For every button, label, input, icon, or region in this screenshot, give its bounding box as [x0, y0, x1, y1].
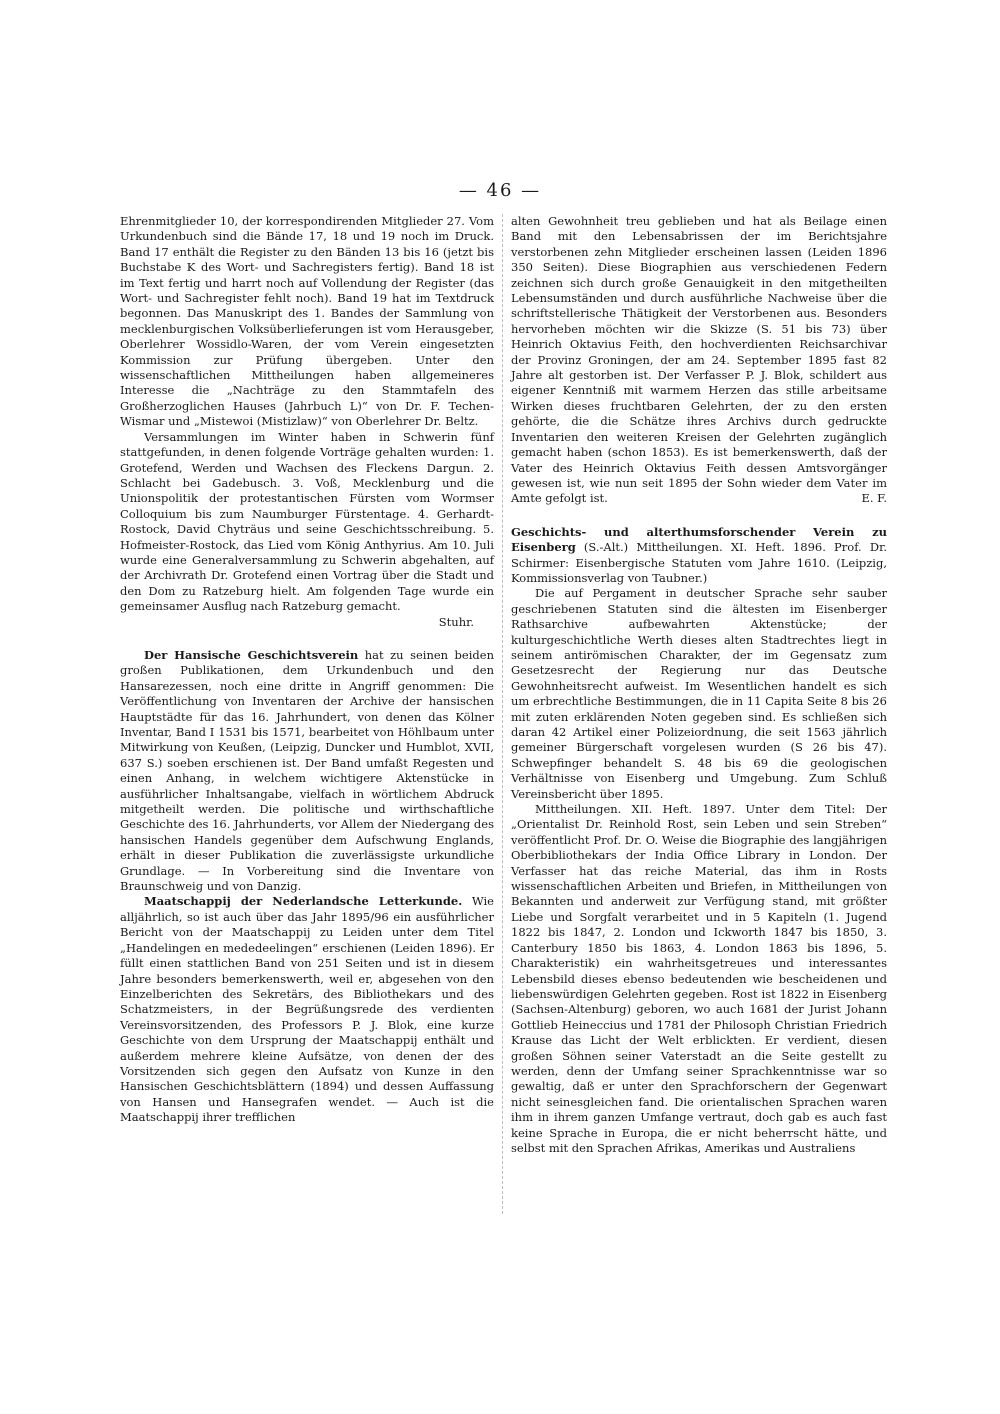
section-maatschappij: [120, 894, 494, 1125]
paragraph: Mittheilungen. XII. Heft. 1897. Unter dem Titel: Der „Orientalist Dr. Reinhold Rost, sein Leben und sein Streben“ veröffentlicht Prof. Dr. O. Weise die Biographie des langjährigen Oberbibliothekars der India Office Library in London. Der Verfasser hat das reiche Material, das ihm in Rosts wissenschaftlichen Arbeiten und Briefen, in Mittheilungen von Bekannten und anderweit zur Verfügung stand, mit größter Liebe und Sorgfalt verarbeitet und in 5 Kapiteln (1. Jugend 1822 bis 1847, 2. London und Ickworth 1847 bis 1850, 3. Canterbury 1850 bis 1863, 4. London 1863 bis 1896, 5. Charakteristik) ein wahrheitsgetreues und interessantes Lebensbild dieses ebenso bedeutenden wie bescheidenen und liebenswürdigen Gelehrten gegeben. Rost ist 1822 in Eisenberg (Sachsen-Altenburg) geboren, wo auch 1681 der Jurist Johann Gottlieb Heineccius und 1781 der Philosoph Christian Friedrich Krause das Licht der Welt erblickten. Er verdient, diesen großen Söhnen seiner Vaterstadt an die Seite gestellt zu werden, denn der Umfang seiner Sprachkenntnisse war so gewaltig, daß er unter den Sprachforschern der Gegenwart nicht seinesgleichen fand. Die orientalischen Sprachen waren ihm in ihrem ganzen Umfange vertraut, doch gab es auch fast keine Sprache in Europa, die er nicht beherrscht hätte, und selbst mit den Sprachen Afrikas, Amerikas und Australiens: [511, 802, 887, 1155]
paragraph-text: alten Gewohnheit treu geblieben und hat als Beilage einen Band mit den Lebensabrissen der im Berichtsjahre verstorbenen zehn Mitglieder erscheinen lassen (Leiden 1896 350 Seiten). Diese Biographien aus verschiedenen Federn zeichnen sich durch große Genauigkeit in den mitgetheilten Lebensumständen und durch ausführliche Nachweise über die schriftstellerische Thätigkeit der Verstorbenen aus. Besonders hervorheben möchten wir die Skizze (S. 51 bis 73) über Heinrich Oktavius Feith, den hochverdienten Reichsarchivar der Provinz Groningen, der am 24. September 1895 fast 82 Jahre alt gestorben ist. Der Verfasser P. J. Blok, schildert aus eigener Kenntniß mit warmem Herzen das stille arbeitsame Wirken dieses fruchtbaren Gelehrten, der zu den ersten gehörte, die die Schätze ihres Archivs durch gedruckte Inventarien den weiteren Kreisen der Gelehrten zugänglich gemacht haben (schon 1853). Es ist bemerkenswerth, daß der Vater des Heinrich Oktavius Feith dessen Amtsvorgänger gewesen ist, wie nun seit 1895 der Sohn wieder dem Vater im Amte gefolgt ist.: [511, 214, 887, 506]
paragraph: Versammlungen im Winter haben in Schwerin fünf stattgefunden, in denen folgende Vorträge gehalten wurden: 1. Grotefend, Werden und Wachsen des Fleckens Dargun. 2. Schlacht bei Gadebusch. 3. Voß, Mecklenburg und die Unionspolitik der protestantischen Fürsten vom Wormser Colloquium bis zum Naumburger Fürstentage. 4. Gerhardt-Rostock, David Chyträus und seine Geschichtsschreibung. 5. Hofmeister-Rostock, das Lied vom König Anthyrius. Am 10. Juli wurde eine Generalversammlung zu Schwerin abgehalten, auf der Archivrath Dr. Grotefend einen Vortrag über die Stadt und den Dom zu Ratzeburg hielt. Am folgenden Tage wurde ein gemeinsamer Ausflug nach Ratzeburg gemacht.: [120, 429, 494, 614]
section-heading: Der Hansische Geschichtsverein: [144, 647, 359, 662]
section-heading: Geschichts- und alterthumsforschender Verein zu Eisenberg: [511, 524, 887, 555]
paragraph: Die auf Pergament in deutscher Sprache sehr sauber geschriebenen Statuten sind die ältesten im Eisenberger Rathsarchive aufbewahrten Aktenstücke; der kulturgeschichtliche Werth dieses alten Stadtrechtes liegt in seinem antirömischen Charakter, der im Gegensatz zum Gesetzesrecht der Regierung nur das Deutsche Gewohnheitsrecht aufweist. Im Wesentlichen handelt es sich um erbrechtliche Bestimmungen, die in 11 Capita Seite 8 bis 26 mit zuten erklärenden Noten gegeben sind. Es schließen sich daran 42 Artikel einer Polizeiordnung, die seit 1563 jährlich gemeiner Bürgerschaft vorgelesen wurden (S 26 bis 47). Schwepfinger behandelt S. 48 bis 69 die geologischen Verhältnisse von Eisenberg und Umgebung. Zum Schluß Vereinsbericht über 1895.: [511, 586, 887, 801]
left-column: [120, 214, 494, 1126]
page-number: — 46 —: [458, 180, 542, 201]
section-hansischer-geschichtsverein: [120, 648, 494, 895]
paragraph: hat zu seinen beiden großen Publikationen, dem Urkundenbuch und den Hansarezessen, noch eine dritte in Angriff genommen: Die Veröffentlichung von Inventaren der Archive der hansischen Hauptstädte für das 16. Jahrhundert, von denen das Kölner Inventar, Band I 1531 bis 1571, bearbeitet von Höhlbaum unter Mitwirkung von Keußen, (Leipzig, Duncker und Humblot, XVII, 637 S.) soeben erschienen ist. Der Band umfaßt Regesten und einen Anhang, in welchem wichtigere Aktenstücke in ausführlicher Inhaltsangabe, vielfach in wörtlichem Abdruck mitgetheilt werden. Die politische und wirthschaftliche Geschichte des 16. Jahrhunderts, vor Allem der Niedergang des hansischen Handels gegenüber dem Aufschwung Englands, erhält in dieser Publikation die zuverlässigste urkundliche Grundlage. — In Vorbereitung sind die Inventare von Braunschweig und von Danzig.: [120, 647, 494, 894]
section-heading: Maatschappij der Nederlandsche Letterkunde.: [144, 894, 463, 909]
section-eisenberg: [511, 525, 887, 587]
signature: E. F.: [861, 491, 887, 506]
paragraph: (S.-Alt.) Mittheilungen. XI. Heft. 1896. Prof. Dr. Schirmer: Eisenbergische Statuten vom Jahre 1610. (Leipzig, Kommissionsverlag von Taubner.): [511, 540, 887, 585]
paragraph: Wie alljährlich, so ist auch über das Jahr 1895/96 ein ausführlicher Bericht von der Maatschappij zu Leiden unter dem Titel „Handelingen en mededeelingen“ erschienen (Leiden 1896). Er füllt einen stattlichen Band von 251 Seiten und ist in diesem Jahre besonders bemerkenswerth, weil er, abgesehen von den Einzelberichten des Sekretärs, des Bibliothekars und des Schatzmeisters, in der Begrüßungsrede des verdienten Vereinsvorsitzenden, des Professors P. J. Blok, eine kurze Geschichte von dem Ursprung der Maatschappij enthält und außerdem mehrere kleine Aufsätze, von denen der des Vorsitzenden sich gegen den Aufsatz von Kunze in den Hansischen Geschichtsblättern (1894) und dessen Auffassung von Hansen und Hansegrafen wendet. — Auch ist die Maatschappij ihrer trefflichen: [120, 894, 494, 1125]
right-column: [511, 214, 887, 1156]
paragraph: [511, 214, 887, 507]
signature: Stuhr.: [438, 614, 474, 629]
column-divider: [502, 214, 503, 1214]
paragraph: Ehrenmitglieder 10, der korrespondirenden Mitglieder 27. Vom Urkundenbuch sind die Bände 17, 18 und 19 noch im Druck. Band 17 enthält die Register zu den Bänden 13 bis 16 (jetzt bis Buchstabe K des Wort- und Sachregisters fertig). Band 18 ist im Text fertig und harrt noch auf Vollendung der Register (das Wort- und Sachregister fehlt noch). Band 19 hat im Textdruck begonnen. Das Manuskript des 1. Bandes der Sammlung von mecklenburgischen Volksüberlieferungen ist vom Herausgeber, Oberlehrer Wossidlo-Waren, der vom Verein eingesetzten Kommission zur Prüfung übergeben. Unter den wissenschaftlichen Mittheilungen haben allgemeineres Interesse die „Nachträge zu den Stammtafeln des Großherzoglichen Hauses (Jahrbuch L)“ von Dr. F. Techen-Wismar und „Mistewoi (Mistizlaw)“ von Oberlehrer Dr. Beltz.: [120, 214, 494, 429]
